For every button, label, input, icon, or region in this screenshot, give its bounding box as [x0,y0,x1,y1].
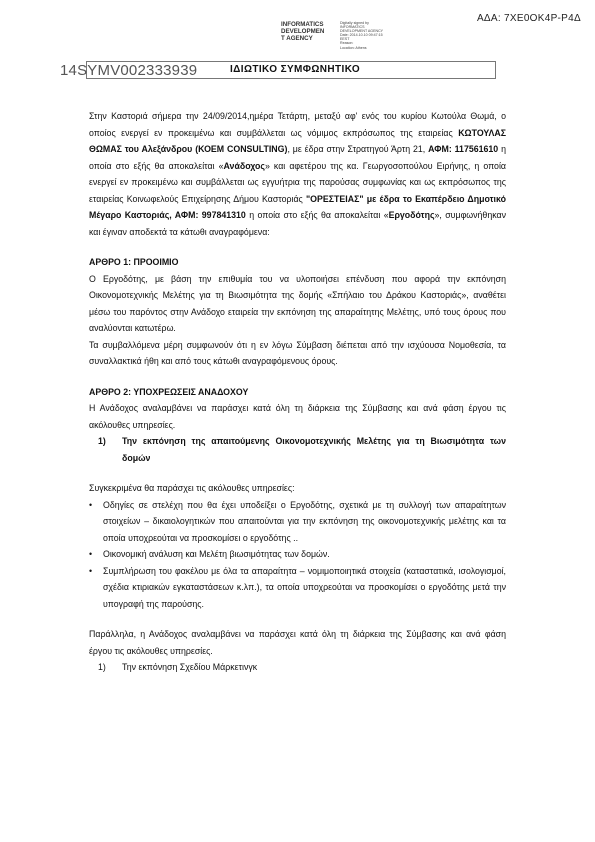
article-2-paragraph: Συγκεκριμένα θα παράσχει τις ακόλουθες υπηρεσίες: [89,483,295,493]
item-number: 1) [98,662,106,672]
signature-metadata [340,21,410,50]
list-item [89,546,506,563]
numbered-item [89,659,506,676]
ada-code: ΑΔΑ: 7ΧΕ0ΟΚ4Ρ-Ρ4Δ [476,13,581,24]
list-item-text: Οικονομική ανάλυση και Μελέτη βιωσιμότητας των δομών. [103,549,330,559]
contractor-name: ΚΩΤΟΥΛΑΣ ΘΩΜΑΣ του Αλεξάνδρου (ΚΟΕΜ CONSULTING) [89,127,506,154]
item-number: 1) [98,436,106,446]
signature-meta-line: Reason: [340,41,354,46]
document-body [89,108,506,676]
list-item-text: Συμπλήρωση του φακέλου με όλα τα απαραίτητα – νομιμοποιητικά στοιχεία (καταστατικά, ισολογισμοί, σχέδια κτιριακών εγκαταστάσεων κ.λπ.), τα οποία υποχρεούται να προσκομίσει ο εργοδότης μετά την υπογραφή της παρούσης. [103,565,506,609]
stamp-line: INFORMATICS [281,21,324,28]
list-item-text: Οδηγίες σε στελέχη που θα έχει υποδείξει ο Εργοδότης, σχετικά με τη συλλογή των απαραίτητων στοιχείων – δικαιολογητικών που απαιτούνται για την εκπόνηση της οικονομοτεχνικής μελέτης και τα οποία υποχρεούται να προσκομίσει ο εργοδότης .. [103,499,506,543]
text-run: η οποία στο εξής θα αποκαλείται « [245,210,389,220]
signature-meta-line: Digitally signed by [340,21,369,25]
employer-details: "ΟΡΕΣΤΕΙΑΣ" με έδρα το Εκαπέρδειο Δημοτικό Μέγαρο Καστοριάς, ΑΦΜ: 997841310 [89,193,506,220]
digital-signature-stamp [281,21,324,42]
signature-meta-line: Location: Athens [340,45,367,50]
document-title: ΙΔΙΩΤΙΚΟ ΣΥΜΦΩΝΗΤΙΚΟ [230,64,361,75]
intro-paragraph [89,108,506,240]
signature-meta-line: EEST [340,37,350,42]
article-1-paragraph: Ο Εργοδότης, με βάση την επιθυμία του να υλοποιήσει επένδυση που αφορά την εκπόνηση Οικονομοτεχνικής Μελέτης για τη Βιωσιμότητα της δομής «Σπήλαιο του Δράκου Καστοριάς», αναθέτει μέσω του παρόντος στην Ανάδοχο εταιρεία την εκπόνηση της απαραίτητης Μελέτης, υπό τους όρους που αναλύονται κατωτέρω. [89,273,506,333]
bullet-icon: • [89,499,93,510]
services-list [89,497,506,613]
contractor-role: Ανάδοχος [223,160,265,171]
text-run: », συμφωνήθηκαν και έγιναν αποδεκτά τα κάτωθι αναγραφόμενα: [89,210,506,237]
article-2-paragraph: Η Ανάδοχος αναλαμβάνει να παράσχει κατά όλη τη διάρκεια της Σύμβασης και ανά φάση έργου τις ακόλουθες υπηρεσίες. [89,403,506,430]
bullet-icon: • [89,549,93,559]
signature-meta-line: DEVELOPMENT AGENCY [340,29,384,34]
item-text: Την εκπόνηση της απαιτούμενης Οικονομοτεχνικής Μελέτης για τη Βιωσιμότητα των δομών [122,436,506,463]
article-2-paragraph: Παράλληλα, η Ανάδοχος αναλαμβάνει να παράσχει κατά όλη τη διάρκεια της Σύμβασης και ανά φάση έργου τις ακόλουθες υπηρεσίες. [89,629,506,656]
document-id: 14SYMV002333939 [60,62,198,79]
item-text: Την εκπόνηση Σχεδίου Μάρκετινγκ [122,662,258,672]
signature-meta-line: Date: 2014.10.10 09:47:15 [340,33,383,38]
bullet-icon: • [89,565,93,576]
article-1-paragraph: Τα συμβαλλόμενα μέρη συμφωνούν ότι η εν λόγω Σύμβαση διέπεται από την ισχύουσα Νομοθεσία, τα συναλλακτικά ήθη και από τους κάτωθι αναγραφόμενους όρους. [89,339,506,366]
contractor-afm: ΑΦΜ: 117561610 [428,144,499,154]
text-run: , με έδρα στην Στρατηγού Άρτη 21, [287,144,429,154]
stamp-line: DEVELOPMEN [281,28,325,35]
text-run: η οποία στο εξής θα αποκαλείται « [89,144,506,171]
signature-meta-line: INFORMATICS [340,25,365,30]
employer-role: Εργοδότης [388,210,435,220]
text-run: » και αφετέρου της κα. Γεωργοσοπούλου Ειρήνης, η οποία ενεργεί εν προκειμένω και συμβάλλεται ως εγγυήτρια της παρούσας συμφωνίας και ως εκπρόσωπος της εταιρείας Κοινωφελούς Επιχείρησης Δήμου Καστοριάς [89,160,506,204]
article-2-heading: ΑΡΘΡΟ 2: ΥΠΟΧΡΕΩΣΕΙΣ ΑΝΑΔΟΧΟΥ [89,386,249,397]
stamp-line: T AGENCY [281,35,313,42]
text-run: Στην Καστοριά σήμερα την 24/09/2014,ημέρα Τετάρτη, μεταξύ αφ' ενός του κυρίου Κωτούλα Θωμά, ο οποίος ενεργεί εν προκειμένω και συμβάλλεται ως νόμιμος εκπρόσωπος της εταιρείας [89,111,506,138]
article-1-heading: ΑΡΘΡΟ 1: ΠΡΟΟΙΜΙΟ [89,257,179,267]
list-item [89,497,506,547]
list-item [89,563,506,613]
numbered-item [89,433,506,466]
